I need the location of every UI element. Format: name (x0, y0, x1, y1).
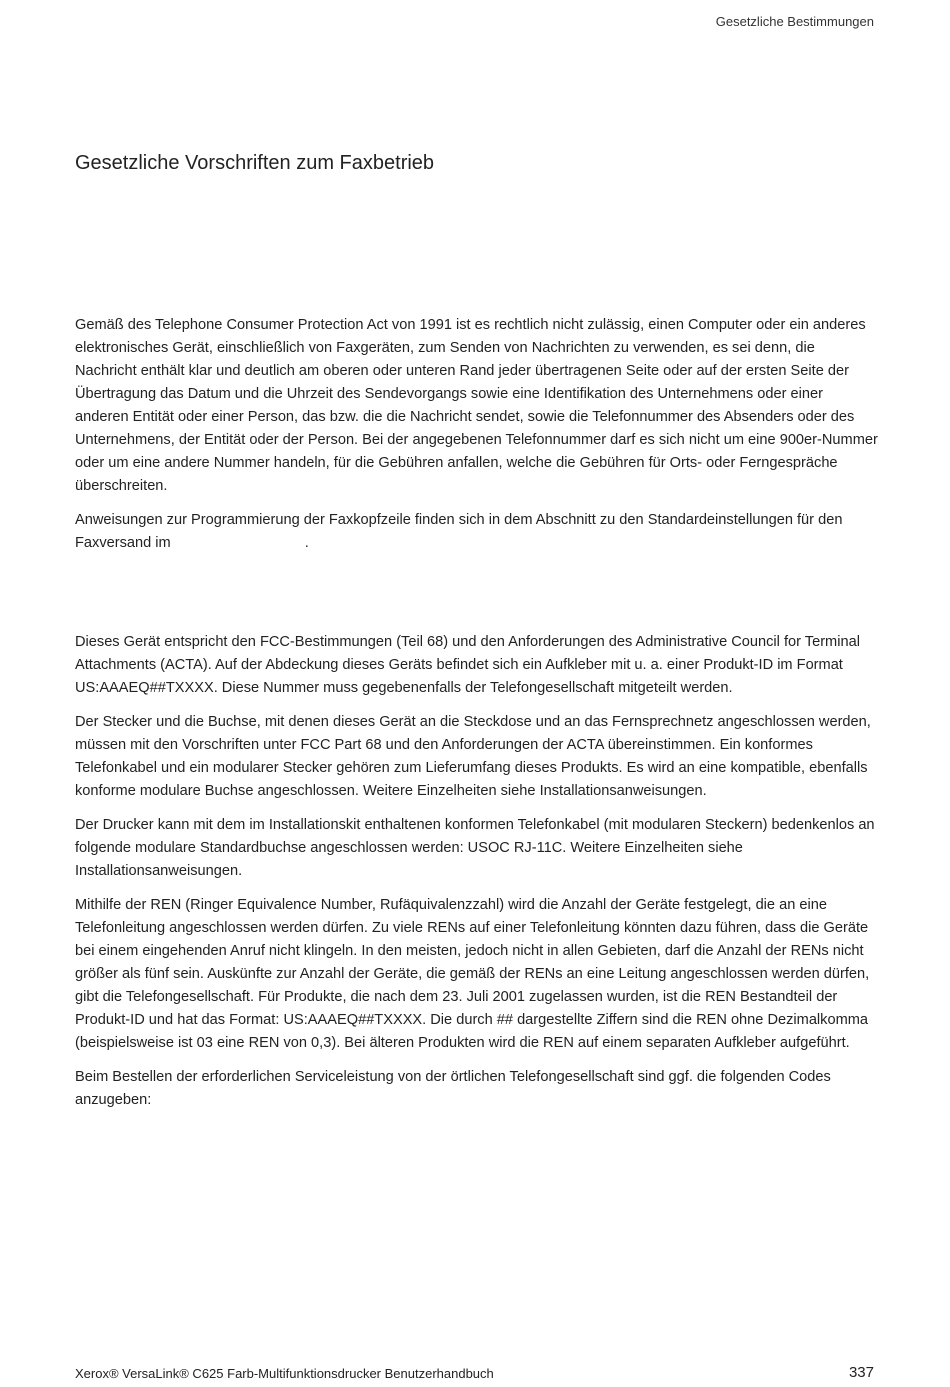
page-number: 337 (848, 1364, 874, 1381)
fax-header-section (75, 314, 880, 566)
fcc-paragraph-3: Der Drucker kann mit dem im Installationskit enthaltenen konformen Telefonkabel (mit modularen Steckern) bedenkenlos an folgende modulare Standardbuchse angeschlossen werden: USOC RJ-11C. Weitere Einzelheiten siehe Installationsanweisungen. (75, 817, 875, 879)
fcc-paragraph-1: Dieses Gerät entspricht den FCC-Bestimmungen (Teil 68) und den Anforderungen des Administrative Council for Terminal Attachments (ACTA). Auf der Abdeckung dieses Geräts befindet sich ein Aufkleber mit u. a. einer Produkt-ID im Format US:AAAEQ##TXXXX. Diese Nummer muss gegebenenfalls der Telefongesellschaft mitgeteilt werden. (75, 634, 860, 696)
fcc-paragraph-5: Beim Bestellen der erforderlichen Serviceleistung von der örtlichen Telefongesellschaft sind ggf. die folgenden Codes anzugeben: (75, 1069, 831, 1108)
fcc-section (75, 631, 880, 1123)
section-title: Gesetzliche Vorschriften zum Faxbetrieb (75, 152, 435, 174)
running-header: Gesetzliche Bestimmungen (715, 14, 874, 29)
instructions-end: . (304, 535, 309, 551)
fax-header-paragraph: Gemäß des Telephone Consumer Protection Act von 1991 ist es rechtlich nicht zulässig, einen Computer oder ein anderes elektronisches Gerät, einschließlich von Faxgeräten, zum Senden von Nachrichten zu verwenden, es sei denn, die Nachricht enthält klar und deutlich am oberen oder unteren Rand jeder übertragenen Seite oder auf der ersten Seite der Übertragung das Datum und die Uhrzeit des Sendevorgangs sowie eine Identifikation des Unternehmens oder einer anderen Entität oder einer Person, das bzw. die die Nachricht sendet, sowie die Telefonnummer des Absenders oder des Unternehmens, der Entität oder der Person. Bei der angegebenen Telefonnummer darf es sich nicht um eine 900er-Nummer oder um eine andere Nummer handeln, für die Gebühren anfallen, welche die Gebühren für Orts- oder Ferngespräche überschreiten. (75, 317, 878, 494)
fcc-paragraph-2: Der Stecker und die Buchse, mit denen dieses Gerät an die Steckdose und an das Fernsprechnetz angeschlossen werden, müssen mit den Vorschriften unter FCC Part 68 und den Anforderungen der ACTA übereinstimmen. Ein konformes Telefonkabel und ein modularer Stecker gehören zum Lieferumfang dieses Produkts. Es wird an eine kompatible, ebenfalls konforme modulare Buchse angeschlossen. Weitere Einzelheiten siehe Installationsanweisungen. (75, 714, 871, 799)
fax-header-instructions-paragraph (75, 509, 880, 555)
instructions-text: Anweisungen zur Programmierung der Faxkopfzeile finden sich in dem Abschnitt zu den Standardeinstellungen für den Faxversand im (75, 512, 843, 551)
footer-manual-title: Xerox® VersaLink® C625 Farb-Multifunktionsdrucker Benutzerhandbuch (75, 1366, 494, 1381)
fcc-paragraph-4: Mithilfe der REN (Ringer Equivalence Number, Rufäquivalenzzahl) wird die Anzahl der Geräte festgelegt, die an eine Telefonleitung angeschlossen werden dürfen. Zu viele RENs auf einer Telefonleitung könnten dazu führen, dass die Geräte bei einem eingehenden Anruf nicht klingeln. In den meisten, jedoch nicht in allen Gebieten, darf die Anzahl der RENs nicht größer als fünf sein. Auskünfte zur Anzahl der Geräte, die gemäß der RENs an eine Leitung angeschlossen werden dürfen, gibt die Telefongesellschaft. Für Produkte, die nach dem 23. Juli 2001 zugelassen wurden, ist die REN Bestandteil der Produkt-ID und hat das Format: US:AAAEQ##TXXXX. Die durch ## dargestellte Ziffern sind die REN ohne Dezimalkomma (beispielsweise ist 03 eine REN von 0,3). Bei älteren Produkten wird die REN auf einem separaten Aufkleber aufgeführt. (75, 897, 870, 1051)
